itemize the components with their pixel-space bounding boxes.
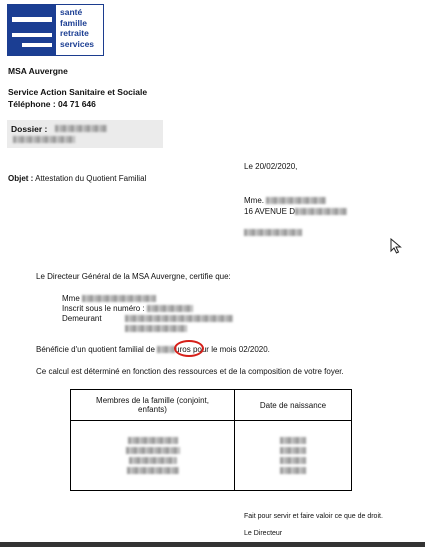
recipient-prefix: Mme. xyxy=(244,196,264,205)
subject-label: Objet : xyxy=(8,174,34,183)
redacted-dossier-name xyxy=(13,136,75,143)
table-row xyxy=(71,421,352,491)
service-name: Service Action Sanitaire et Sociale xyxy=(8,87,148,97)
logo-line: retraite xyxy=(60,28,89,38)
family-table xyxy=(70,389,352,491)
redacted-address-1 xyxy=(125,315,233,322)
highlight-circle xyxy=(174,340,204,357)
subject-line xyxy=(8,174,146,183)
bottom-bar xyxy=(0,542,425,547)
subject-text: Attestation du Quotient Familial xyxy=(35,174,147,183)
col-members: Membres de la famille (conjoint, enfants) xyxy=(71,390,235,421)
inscription-line: Inscrit sous le numéro : xyxy=(62,304,193,313)
phone-number: Téléphone : 04 71 646 xyxy=(8,99,96,109)
redacted-street xyxy=(295,208,347,215)
recipient-name xyxy=(244,196,326,205)
certify-intro: Le Directeur Général de la MSA Auvergne, certifie que: xyxy=(36,272,231,281)
beneficiary-line: Mme xyxy=(62,294,156,303)
birthdates-cell xyxy=(235,421,352,491)
redacted-number xyxy=(147,305,193,312)
msa-logo xyxy=(7,4,104,56)
letter-date: Le 20/02/2020, xyxy=(244,162,298,171)
msa-logo-mark xyxy=(8,5,56,55)
table-header-row xyxy=(71,390,352,421)
mouse-cursor-icon xyxy=(390,238,402,254)
recipient-street: 16 AVENUE D xyxy=(244,207,347,216)
quotient-line: Bénéficie d'un quotient familial de uros pour le mois 02/2020. xyxy=(36,345,270,354)
dossier-label: Dossier : xyxy=(11,124,48,134)
dossier-box xyxy=(7,120,163,148)
closing-text: Fait pour servir et faire valoir ce que de droit. xyxy=(244,513,383,520)
logo-line: santé xyxy=(60,7,83,17)
redacted-recipient-name xyxy=(266,197,326,204)
msa-logo-text xyxy=(56,5,94,55)
address-label: Demeurant xyxy=(62,314,102,323)
members-cell xyxy=(71,421,235,491)
redacted-beneficiary xyxy=(82,295,156,302)
redacted-dossier-number xyxy=(55,125,107,132)
redacted-address-2 xyxy=(125,325,187,332)
logo-line: famille xyxy=(60,17,87,28)
org-name: MSA Auvergne xyxy=(8,66,68,76)
col-birthdate: Date de naissance xyxy=(235,390,352,421)
redacted-city xyxy=(244,229,302,236)
logo-line: services xyxy=(60,38,95,49)
redacted-amount xyxy=(157,346,175,353)
signature: Le Directeur xyxy=(244,530,283,537)
calculation-note: Ce calcul est déterminé en fonction des ressources et de la composition de votre foyer. xyxy=(36,367,344,376)
